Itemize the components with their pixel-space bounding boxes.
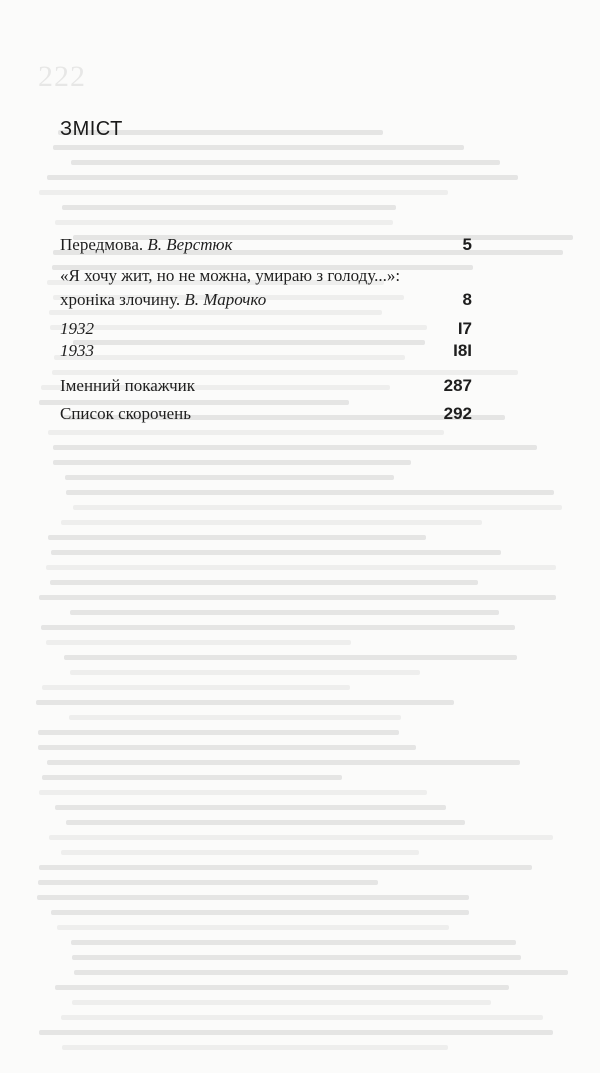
bleed-through-line	[57, 925, 449, 930]
bleed-through-line	[39, 790, 427, 795]
bleed-through-line	[41, 625, 515, 630]
bleed-through-line	[71, 160, 500, 165]
bleed-through-line	[51, 910, 469, 915]
toc-page-number: I7	[457, 319, 472, 338]
bleed-through-line	[53, 460, 411, 465]
toc-entry-1932[interactable]	[60, 317, 472, 341]
bleed-through-line	[51, 550, 501, 555]
toc-entry-label: 1933	[60, 341, 94, 360]
bleed-through-line	[61, 1015, 543, 1020]
bleed-through-line	[42, 685, 350, 690]
bleed-through-line	[46, 565, 556, 570]
bleed-through-line	[70, 670, 420, 675]
bleed-through-line	[39, 190, 448, 195]
toc-page-number: 287	[443, 376, 472, 395]
toc-entry-label: Передмова. В. Верстюк	[60, 235, 233, 254]
bleed-through-line	[64, 655, 517, 660]
bleed-through-line	[46, 640, 351, 645]
toc-entry-author: В. Марочко	[184, 290, 267, 309]
toc-entry-label-line1: «Я хочу жит, но не можна, умираю з голоду...»:	[60, 266, 401, 285]
toc-page-number: I8I	[453, 341, 472, 360]
bleed-through-line	[42, 775, 342, 780]
bleed-through-line	[39, 865, 532, 870]
toc-page-number: 8	[462, 290, 472, 309]
bleed-through-line	[55, 985, 509, 990]
bleed-through-line	[72, 955, 521, 960]
bleed-through-line	[62, 205, 396, 210]
bleed-through-line	[73, 505, 562, 510]
bleed-through-line	[70, 610, 499, 615]
bleed-through-line	[38, 745, 416, 750]
toc-entry-name-index[interactable]	[60, 374, 472, 398]
bleed-through-line	[62, 1045, 448, 1050]
bleed-through-line	[71, 940, 516, 945]
toc-entry-author: В. Верстюк	[147, 235, 233, 254]
bleed-through-line	[66, 820, 465, 825]
bleed-through-line	[48, 535, 426, 540]
bleed-through-line	[48, 430, 444, 435]
bleed-through-line	[53, 145, 464, 150]
toc-entry-abbreviations[interactable]	[60, 402, 472, 426]
bleed-through-line	[61, 520, 482, 525]
toc-entry-1933[interactable]	[60, 339, 472, 363]
bleed-through-line	[72, 1000, 491, 1005]
bleed-through-line	[37, 895, 469, 900]
bleed-through-line	[61, 850, 419, 855]
reverse-side-bleed-through	[28, 60, 588, 1060]
bleed-through-line	[50, 580, 478, 585]
toc-entry-label: Список скорочень	[60, 404, 192, 423]
toc-entry-chronicle[interactable]	[60, 264, 472, 312]
toc-entry-label: 1932	[60, 319, 94, 338]
bleed-through-line	[36, 700, 454, 705]
bleed-through-line	[39, 595, 556, 600]
toc-page-number: 292	[443, 404, 472, 423]
bleed-through-line	[69, 715, 401, 720]
toc-entry-label-line2: хроніка злочину. В. Марочко	[60, 290, 267, 309]
bleed-through-page-number: 222	[38, 60, 86, 93]
bleed-through-line	[55, 220, 393, 225]
toc-entry-foreword[interactable]	[60, 233, 472, 257]
bleed-through-line	[38, 880, 378, 885]
bleed-through-line	[65, 475, 394, 480]
toc-entry-label: Іменний покажчик	[60, 376, 195, 395]
toc-heading: ЗМІСТ	[60, 118, 123, 140]
bleed-through-line	[53, 445, 537, 450]
bleed-through-line	[49, 835, 553, 840]
toc-page-number: 5	[462, 235, 472, 254]
bleed-through-line	[47, 760, 520, 765]
bleed-through-line	[66, 490, 554, 495]
bleed-through-line	[38, 730, 399, 735]
bleed-through-line	[39, 1030, 553, 1035]
bleed-through-line	[47, 175, 518, 180]
bleed-through-line	[74, 970, 568, 975]
bleed-through-line	[55, 805, 446, 810]
